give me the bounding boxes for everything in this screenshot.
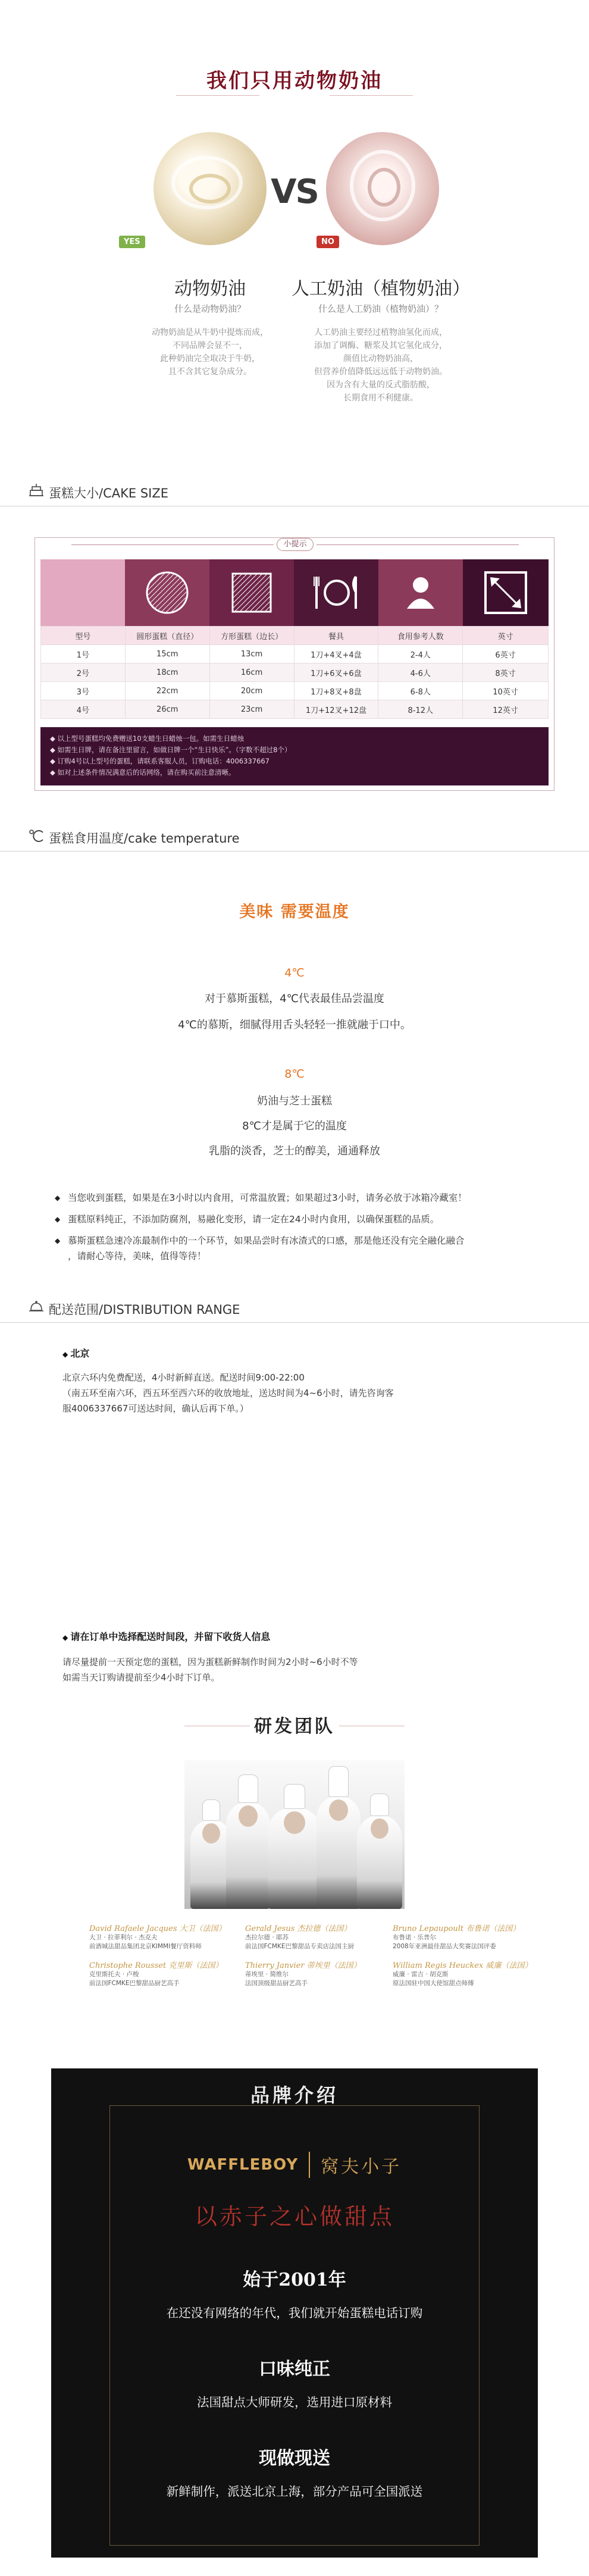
tableware-cell bbox=[294, 559, 378, 626]
table-cell: 23cm bbox=[209, 700, 294, 719]
chef-card: Gerald Jesus 杰拉德（法国） 杰拉尔德 · 耶苏 前法国FCMKE巴黎甜品专卖店法国主厨 bbox=[245, 1924, 354, 1950]
table-cell: 18cm bbox=[125, 663, 209, 682]
thermometer-icon bbox=[29, 828, 45, 846]
logo-chinese: 窝夫小子 bbox=[321, 2156, 402, 2177]
size-notes bbox=[40, 727, 549, 785]
model-swatch bbox=[40, 559, 125, 626]
table-cell: 1刀+6叉+6盘 bbox=[294, 663, 378, 682]
table-cell: 1刀+4叉+4盘 bbox=[294, 645, 378, 663]
brand-slogan: 以赤子之心做甜点 bbox=[194, 2203, 394, 2230]
temp-8c-line: 8℃才是属于它的温度 bbox=[242, 1120, 347, 1132]
chef-card: Christophe Rousset 克里斯（法国） 克里斯托夫 · 卢梭 前法国FCMKE巴黎甜品厨艺高手 bbox=[89, 1961, 223, 1987]
table-cell: 4号 bbox=[41, 700, 126, 719]
tableware-icon bbox=[309, 572, 363, 614]
chef-card: Bruno Lepaupoult 布鲁诺（法国） 布鲁诺 · 乐普尔 2008年亚洲最佳甜品大奖赛法国评委 bbox=[393, 1924, 521, 1950]
delivery-time-heading: ◆ 请在订单中选择配送时间段，并留下收货人信息 bbox=[62, 1629, 270, 1643]
animal-cream-question: 什么是动物奶油？ bbox=[174, 303, 246, 314]
beijing-heading: ◆ 北京 bbox=[62, 1346, 89, 1360]
yes-badge: YES bbox=[119, 236, 145, 248]
distribution-title: 配送范围/DISTRIBUTION RANGE bbox=[49, 1303, 240, 1317]
artificial-cream-desc: 人工奶油主要经过植物油氢化而成， 添加了调酶、糖浆及其它氢化成分， 颜值比动物奶油高， 但营养价值降低远远低于动物奶油。 因为含有大量的反式脂肪酸， 长期食用不利健康。 bbox=[314, 328, 447, 403]
animal-cream-image bbox=[153, 132, 267, 245]
table-row bbox=[41, 663, 549, 682]
temp-4c-line: 4℃的慕斯，细腻得用舌头轻轻一推就融于口中。 bbox=[178, 1019, 411, 1031]
size-table bbox=[40, 626, 549, 719]
temperature-header bbox=[0, 825, 589, 846]
cake-size-header bbox=[0, 480, 589, 501]
table-row bbox=[41, 700, 549, 719]
people-cell bbox=[378, 559, 463, 626]
table-cell: 3号 bbox=[41, 682, 126, 700]
beijing-desc: 北京六环内免费配送，4小时新鲜直送。配送时间9:00-22:00 （南五环至南六环，西五环至西六环的收放地址，送达时间为4~6小时，请先咨询客 服4006337667可送达时间，确认后再下单。） bbox=[62, 1372, 394, 1414]
brand-point-text: 新鲜制作，派送北京上海，部分产品可全国派送 bbox=[166, 2484, 423, 2499]
brand-point-text: 在还没有网络的年代，我们就开始蛋糕电话订购 bbox=[166, 2306, 423, 2320]
round-cake-cell bbox=[125, 559, 209, 626]
artificial-cream-image bbox=[326, 132, 439, 245]
cake-icon bbox=[29, 483, 44, 500]
table-row bbox=[41, 682, 549, 700]
brand-title: 品牌介绍 bbox=[250, 2084, 339, 2107]
table-cell: 12英寸 bbox=[463, 700, 549, 719]
col-header: 餐具 bbox=[294, 627, 378, 645]
temp-8c-line: 乳脂的淡香，芝士的醇美，通通释放 bbox=[209, 1145, 380, 1157]
table-header-row bbox=[41, 627, 549, 645]
animal-cream-heading: 动物奶油 bbox=[174, 278, 246, 299]
table-cell: 10英寸 bbox=[463, 682, 549, 700]
round-cake-icon bbox=[143, 569, 191, 616]
temperature-tips bbox=[55, 1190, 560, 1264]
logo-english: WAFFLEBOY bbox=[187, 2156, 299, 2174]
bell-icon bbox=[29, 1300, 44, 1316]
logo-divider bbox=[309, 2152, 310, 2178]
divider bbox=[0, 1322, 589, 1323]
table-cell: 8-12人 bbox=[378, 700, 463, 719]
tip-rule-left bbox=[71, 544, 274, 545]
table-cell: 1刀+8叉+8盘 bbox=[294, 682, 378, 700]
artificial-cream-heading: 人工奶油（植物奶油） bbox=[292, 278, 470, 299]
distribution-header bbox=[0, 1296, 589, 1317]
temperature-headline: 美味 需要温度 bbox=[239, 903, 350, 921]
table-cell: 20cm bbox=[209, 682, 294, 700]
no-badge: NO bbox=[317, 236, 339, 248]
table-cell: 8英寸 bbox=[463, 663, 549, 682]
square-cake-icon bbox=[230, 571, 274, 615]
inch-cell bbox=[463, 559, 549, 626]
title-rule-right bbox=[330, 95, 413, 96]
note-item: ◆ 如对上述条件情况满意后的话网络，请在购买前注意清晰。 bbox=[50, 768, 236, 777]
table-cell: 15cm bbox=[125, 645, 209, 663]
col-header: 方形蛋糕（边长） bbox=[209, 627, 294, 645]
temperature-title: 蛋糕食用温度/cake temperature bbox=[49, 831, 240, 846]
delivery-time-desc: 请尽量提前一天预定您的蛋糕，因为蛋糕新鲜制作时间为2小时~6小时不等 如需当天订购请提前至少4小时下订单。 bbox=[62, 1657, 358, 1683]
col-header: 圆形蛋糕（直径） bbox=[125, 627, 209, 645]
cake-size-title: 蛋糕大小/CAKE SIZE bbox=[49, 486, 168, 500]
artificial-cream-question: 什么是人工奶油（植物奶油）？ bbox=[318, 303, 443, 314]
divider bbox=[0, 851, 589, 852]
brand-point-heading: 口味纯正 bbox=[259, 2359, 330, 2380]
brand-point-text: 法国甜点大师研发，选用进口原材料 bbox=[197, 2395, 392, 2409]
table-cell: 4-6人 bbox=[378, 663, 463, 682]
brand-logo bbox=[51, 2152, 538, 2178]
temp-8c-line: 奶油与芝士蛋糕 bbox=[257, 1095, 332, 1107]
size-icon-row bbox=[40, 559, 549, 626]
diagonal-arrow-icon bbox=[482, 569, 530, 616]
table-cell: 6-8人 bbox=[378, 682, 463, 700]
col-header: 英寸 bbox=[463, 627, 549, 645]
chef-team-photo bbox=[184, 1760, 405, 1909]
table-cell: 22cm bbox=[125, 682, 209, 700]
square-cake-cell bbox=[209, 559, 294, 626]
page-title: 我们只用动物奶油 bbox=[206, 69, 383, 93]
table-cell: 2号 bbox=[41, 663, 126, 682]
tip-item: ◆ 当您收到蛋糕，如果是在3小时以内食用，可常温放置；如果超过3小时，请务必放于冰箱冷藏室！ bbox=[55, 1190, 560, 1206]
chef-card: William Regis Heuckex 威廉（法国） 威廉 · 雷吉 · 胡克斯 原法国驻中国大使馆甜点师傅 bbox=[393, 1961, 532, 1987]
note-item: ◆ 以上型号蛋糕均免费赠送10支蜡生日蜡烛一包。如需生日蜡烛 bbox=[50, 734, 245, 743]
table-row bbox=[41, 645, 549, 663]
brand-point-heading: 现做现送 bbox=[259, 2448, 330, 2469]
tip-item: ◆ 慕斯蛋糕急速冷冻最制作中的一个环节，如果品尝时有冰渣式的口感，那是他还没有完全融化融合 ，请耐心等待，美味，值得等待！ bbox=[55, 1233, 560, 1264]
col-header: 型号 bbox=[41, 627, 126, 645]
table-cell: 13cm bbox=[209, 645, 294, 663]
tip-rule-right bbox=[317, 544, 519, 545]
note-item: ◆ 订购4号以上型号的蛋糕，请联系客服人员，订购电话：4006337667 bbox=[50, 757, 270, 765]
temp-4c: 4℃ bbox=[284, 966, 305, 979]
chef-card: David Rafaele Jacques 大卫（法国） 大卫 · 拉菲利尔 · 杰克夫 前酒城法甜品集团北京KIMMI餐厅资料师 bbox=[89, 1924, 226, 1950]
title-rule-left bbox=[176, 95, 259, 96]
table-cell: 6英寸 bbox=[463, 645, 549, 663]
chef-card: Thierry Janvier 蒂埃里（法国） 蒂埃里 · 简维尔 法国顶级甜品厨艺高手 bbox=[245, 1961, 361, 1987]
person-icon bbox=[400, 572, 441, 614]
brand-section bbox=[51, 2068, 538, 2558]
temp-4c-line: 对于慕斯蛋糕，4℃代表最佳品尝温度 bbox=[205, 993, 384, 1005]
table-cell: 2-4人 bbox=[378, 645, 463, 663]
table-cell: 1号 bbox=[41, 645, 126, 663]
temp-8c: 8℃ bbox=[284, 1068, 305, 1081]
tip-badge: 小提示 bbox=[277, 538, 314, 551]
team-title: 研发团队 bbox=[254, 1716, 335, 1737]
brand-point-heading: 始于2001年 bbox=[243, 2270, 346, 2290]
note-item: ◆ 如需生日牌，请在备注里留言，如做日牌一个“生日快乐”。（字数不超过8个） bbox=[50, 746, 292, 754]
col-header: 食用参考人数 bbox=[378, 627, 463, 645]
vs-label: VS bbox=[271, 173, 318, 211]
animal-cream-desc: 动物奶油是从牛奶中提炼而成， 不同品牌会显不一， 此种奶油完全取决于牛奶， 且不含其它复杂成分。 bbox=[152, 328, 268, 377]
table-cell: 16cm bbox=[209, 663, 294, 682]
table-cell: 26cm bbox=[125, 700, 209, 719]
tip-item: ◆ 蛋糕原料纯正，不添加防腐剂，易融化变形，请一定在24小时内食用，以确保蛋糕的品质。 bbox=[55, 1212, 560, 1227]
table-cell: 1刀+12叉+12盘 bbox=[294, 700, 378, 719]
